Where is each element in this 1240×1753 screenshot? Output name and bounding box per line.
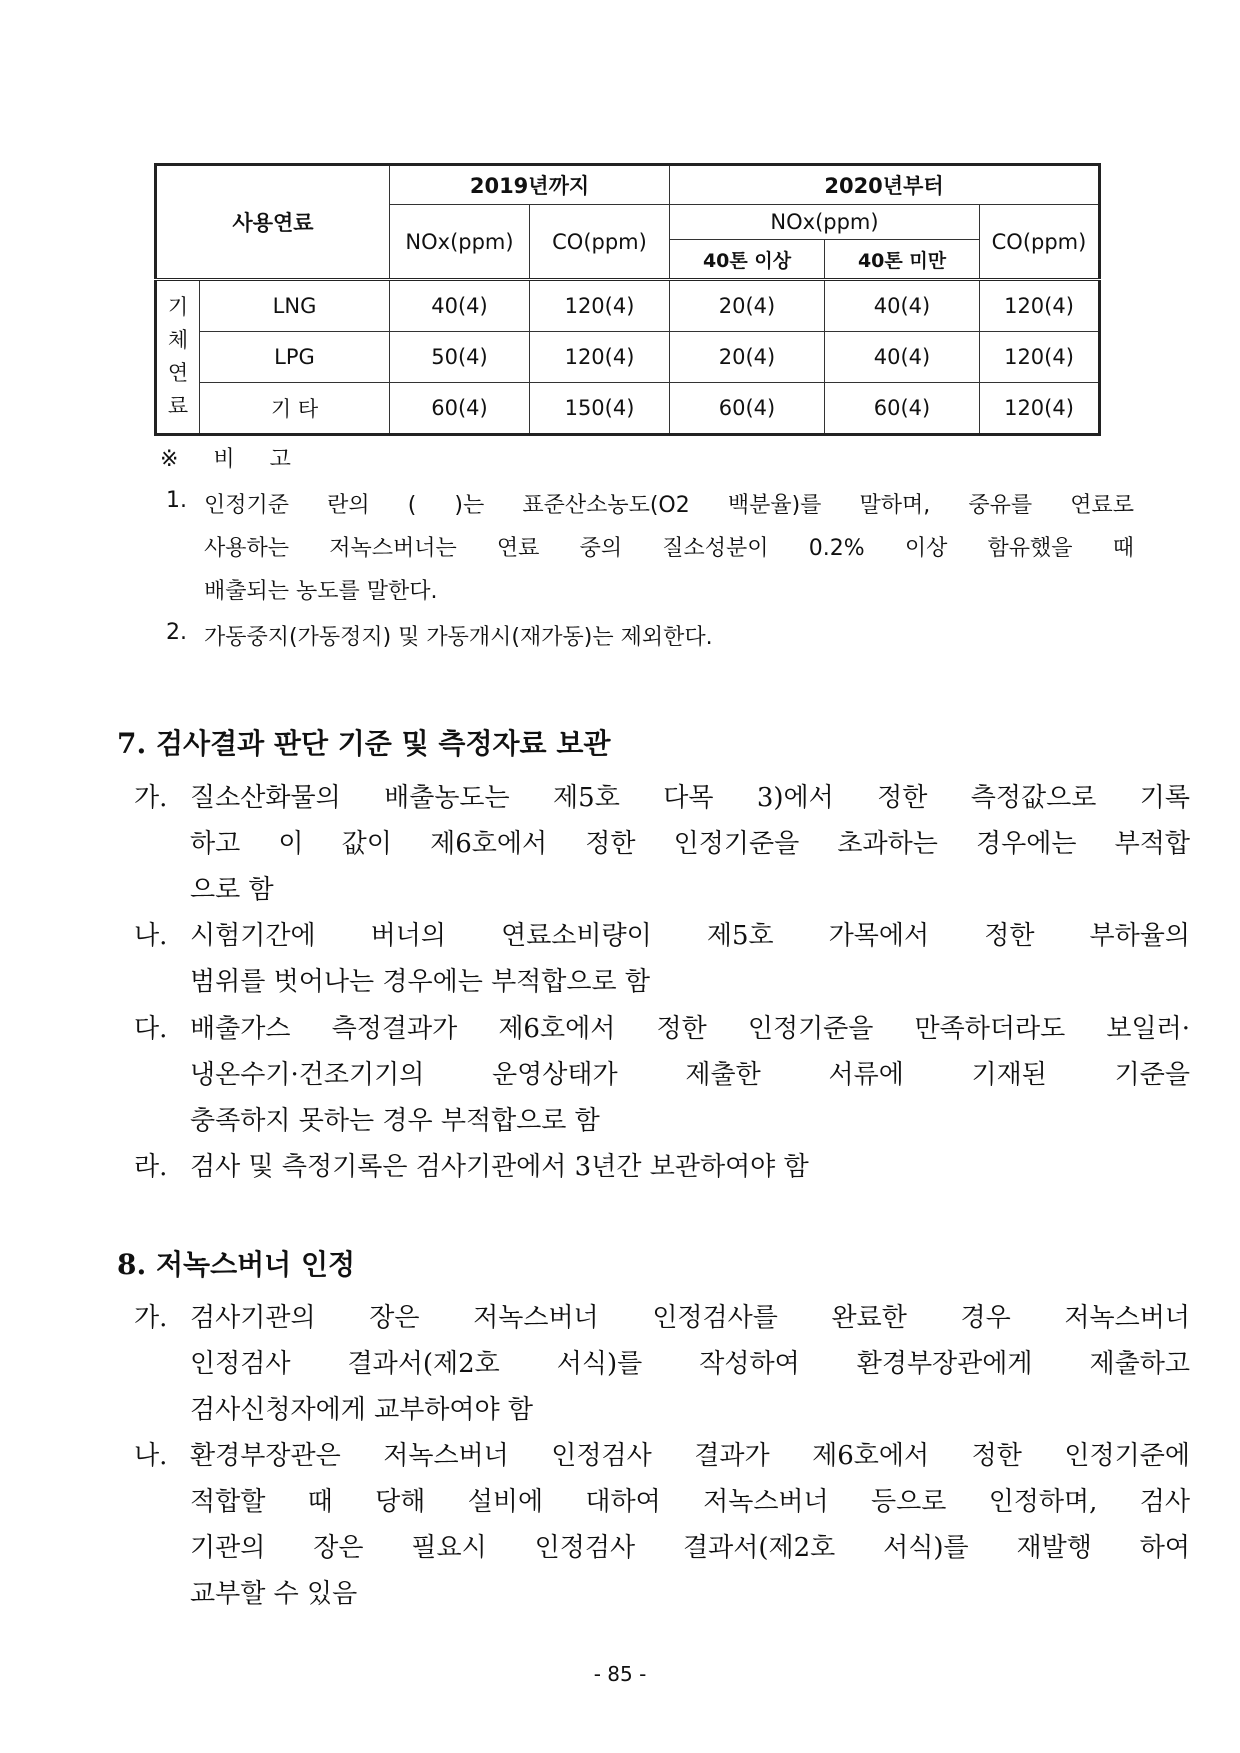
notes-title: ※ 비 고 <box>160 447 305 472</box>
table-row <box>156 383 1100 435</box>
item-marker: 다. <box>134 1014 168 1044</box>
item-marker: 나. <box>134 921 168 951</box>
item-marker: 가. <box>134 1303 168 1333</box>
gas-fuel-label: 기 체 연 료 <box>156 280 200 435</box>
fuel-name: LNG <box>200 280 390 332</box>
item-line: 냉온수기·건조기기의 운영상태가 제출한 서류에 기재된 기준을 <box>190 1060 1190 1090</box>
item-line: 배출가스 측정결과가 제6호에서 정한 인정기준을 만족하더라도 보일러· <box>190 1014 1190 1044</box>
nox-under-40-value: 40(4) <box>825 280 980 332</box>
item-marker: 라. <box>134 1152 168 1182</box>
co-2020-value: 120(4) <box>980 280 1100 332</box>
section-8-title: 8. 저녹스버너 인정 <box>117 1248 356 1281</box>
note-number: 2. <box>166 620 187 645</box>
table-row <box>156 332 1100 383</box>
item-line: 시험기간에 버너의 연료소비량이 제5호 가목에서 정한 부하율의 <box>190 921 1190 951</box>
item-line: 충족하지 못하는 경우 부적합으로 함 <box>190 1106 600 1136</box>
until-2019-header: 2019년까지 <box>390 165 670 205</box>
item-line: 검사신청자에게 교부하여야 함 <box>190 1395 534 1425</box>
item-line: 으로 함 <box>190 875 274 905</box>
item-line: 범위를 벗어나는 경우에는 부적합으로 함 <box>190 967 651 997</box>
nox-under-40-value: 60(4) <box>825 383 980 435</box>
note-line: 사용하는 저녹스버너는 연료 중의 질소성분이 0.2% 이상 함유했을 때 <box>204 536 1134 561</box>
table-row <box>156 280 1100 332</box>
nox-2019-value: 40(4) <box>390 280 530 332</box>
note-line: 가동중지(가동정지) 및 가동개시(재가동)는 제외한다. <box>204 625 713 650</box>
co-2019-header: CO(ppm) <box>530 205 670 280</box>
nox-2019-value: 50(4) <box>390 332 530 383</box>
fuel-header: 사용연료 <box>156 165 390 280</box>
item-line: 검사 및 측정기록은 검사기관에서 3년간 보관하여야 함 <box>190 1152 809 1182</box>
nox-2019-value: 60(4) <box>390 383 530 435</box>
emission-standards-table <box>154 163 1101 436</box>
note-line: 배출되는 농도를 말한다. <box>204 579 438 604</box>
co-2019-value: 120(4) <box>530 280 670 332</box>
nox-2019-header: NOx(ppm) <box>390 205 530 280</box>
nox-over-40-value: 20(4) <box>670 332 825 383</box>
fuel-name: LPG <box>200 332 390 383</box>
item-marker: 나. <box>134 1441 168 1471</box>
co-2020-header: CO(ppm) <box>980 205 1100 280</box>
nox-over-40-value: 60(4) <box>670 383 825 435</box>
co-2019-value: 150(4) <box>530 383 670 435</box>
item-line: 교부할 수 있음 <box>190 1579 358 1609</box>
nox-over-40-value: 20(4) <box>670 280 825 332</box>
note-line: 인정기준 란의 ( )는 표준산소농도(O2 백분율)를 말하며, 중유를 연료로 <box>204 493 1134 518</box>
note-number: 1. <box>166 488 187 513</box>
item-line: 질소산화물의 배출농도는 제5호 다목 3)에서 정한 측정값으로 기록 <box>190 783 1190 813</box>
item-line: 하고 이 값이 제6호에서 정한 인정기준을 초과하는 경우에는 부적합 <box>190 829 1190 859</box>
fuel-name: 기 타 <box>200 383 390 435</box>
nox-under-40-value: 40(4) <box>825 332 980 383</box>
under-40-header: 40톤 미만 <box>825 240 980 280</box>
item-line: 환경부장관은 저녹스버너 인정검사 결과가 제6호에서 정한 인정기준에 <box>190 1441 1190 1471</box>
item-line: 기관의 장은 필요시 인정검사 결과서(제2호 서식)를 재발행 하여 <box>190 1533 1190 1563</box>
item-marker: 가. <box>134 783 168 813</box>
from-2020-header: 2020년부터 <box>670 165 1100 205</box>
page-number: - 85 - <box>593 1662 647 1686</box>
section-7-title: 7. 검사결과 판단 기준 및 측정자료 보관 <box>117 727 611 760</box>
co-2020-value: 120(4) <box>980 332 1100 383</box>
nox-2020-header: NOx(ppm) <box>670 205 980 240</box>
co-2019-value: 120(4) <box>530 332 670 383</box>
over-40-header: 40톤 이상 <box>670 240 825 280</box>
item-line: 검사기관의 장은 저녹스버너 인정검사를 완료한 경우 저녹스버너 <box>190 1303 1190 1333</box>
co-2020-value: 120(4) <box>980 383 1100 435</box>
item-line: 인정검사 결과서(제2호 서식)를 작성하여 환경부장관에게 제출하고 <box>190 1349 1190 1379</box>
item-line: 적합할 때 당해 설비에 대하여 저녹스버너 등으로 인정하며, 검사 <box>190 1487 1190 1517</box>
